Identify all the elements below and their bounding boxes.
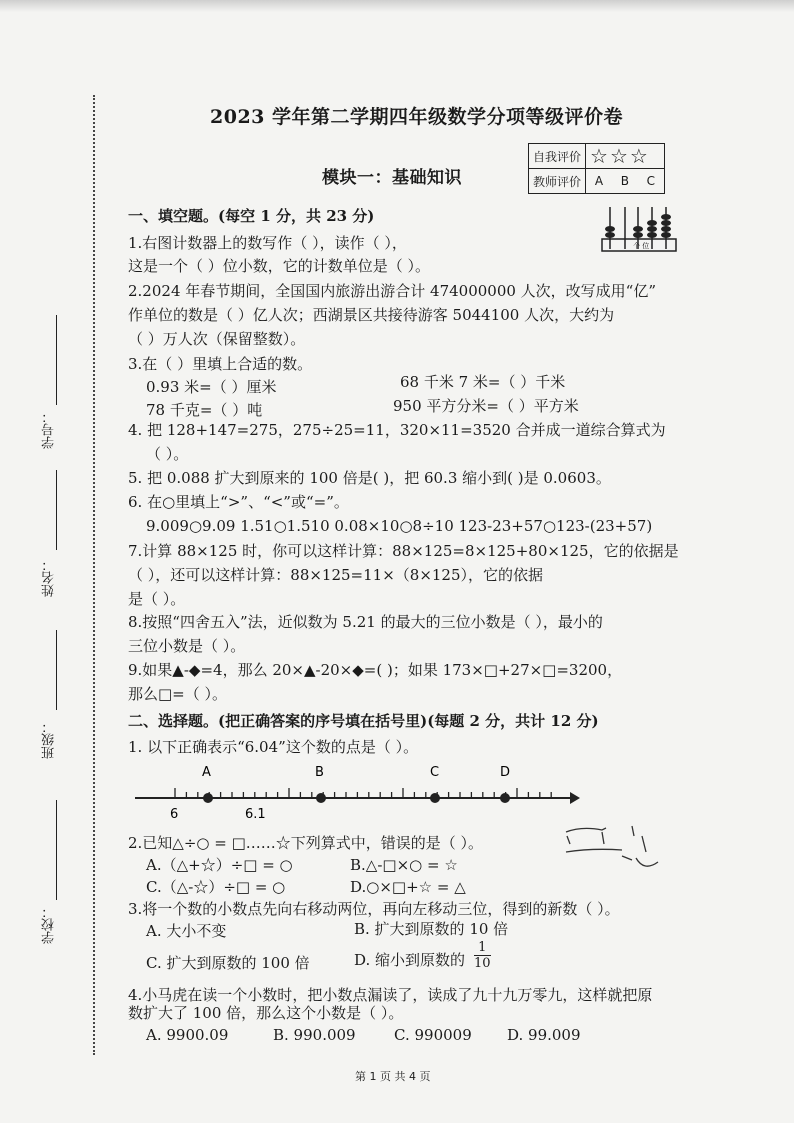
point-d [500, 793, 510, 803]
mc-q2-option-d: D.○×□+☆ = △ [350, 878, 466, 896]
q7-line1: 7.计算 88×125 时，你可以这样计算：88×125=8×125+80×125，它的依据是 [128, 542, 679, 560]
mc-q2-option-a: A.（△+☆）÷□ = ○ [146, 856, 293, 874]
q6-items: 9.009○9.09 1.51○1.510 0.08×10○8÷10 123-23+57○123-(23+57) [146, 517, 653, 535]
q3-header: 3.在（ ）里填上合适的数。 [128, 355, 313, 373]
label-b: B [315, 765, 324, 780]
mc-q3: 3.将一个数的小数点先向右移动两位，再向左移动三位，得到的新数（ ）。 [128, 900, 620, 918]
mc-q3-option-a: A. 大小不变 [146, 922, 227, 940]
teacher-eval-label: 教师评价 [529, 169, 586, 194]
tick-label-6: 6 [170, 807, 179, 820]
point-a [203, 793, 213, 803]
point-b [316, 793, 326, 803]
q7-line3: 是（ ）。 [128, 590, 186, 608]
q1-line2: 这是一个（ ）位小数，它的计数单位是（ ）。 [128, 257, 431, 275]
fraction-numerator: 1 [474, 940, 491, 956]
mc-q3-option-d: D. 缩小到原数的 [354, 951, 466, 969]
grade-a: A [586, 169, 612, 194]
mc-q3-option-b: B. 扩大到原数的 10 倍 [354, 920, 509, 938]
label-d: D [500, 765, 511, 780]
q4-line1: 4. 把 128+147=275，275÷25=11，320×11=3520 合并成一道综合算式为 [128, 421, 666, 439]
label-a: A [202, 765, 211, 780]
mc-q2: 2.已知△÷○ = □……☆下列算式中，错误的是（ ）。 [128, 834, 484, 852]
mc-q4-option-c: C. 990009 [394, 1026, 472, 1044]
school-line [56, 800, 57, 900]
page-footer: 第 1 页 共 4 页 [355, 1070, 431, 1083]
mc-q4-option-a: A. 9900.09 [146, 1026, 229, 1044]
q9-line2: 那么□=（ ）。 [128, 685, 228, 703]
section1-header: 一、填空题。(每空 1 分，共 23 分) [128, 207, 375, 225]
q3-item2: 68 千米 7 米=（ ）千米 [400, 373, 566, 391]
class-label: 班级： [42, 720, 57, 759]
name-label: 姓名： [42, 558, 57, 597]
fraction [474, 940, 491, 971]
mc-q2-option-b: B.△-□×○ = ☆ [350, 856, 458, 874]
q7-line2: （ ），还可以这样计算：88×125=11×（8×125），它的依据 [128, 566, 544, 584]
fraction-denominator: 10 [474, 956, 491, 971]
q2-line3: （ ）万人次（保留整数）。 [128, 330, 306, 348]
module-title: 模块一：基础知识 [322, 168, 462, 188]
binding-line [93, 95, 95, 1055]
number-line [130, 760, 580, 820]
mc-q1: 1. 以下正确表示“6.04”这个数的点是（ ）。 [128, 738, 419, 756]
student-no-label: 学号： [42, 410, 57, 449]
q2-line2: 作单位的数是（ ）亿人次；西湖景区共接待游客 5044100 人次，大约为 [128, 306, 615, 324]
scan-shadow [0, 0, 794, 12]
q1-line1: 1.右图计数器上的数写作（ ），读作（ ）， [128, 234, 407, 252]
q8-line2: 三位小数是（ ）。 [128, 637, 246, 655]
school-label: 学校： [42, 905, 57, 944]
page-title: 2023 学年第二学期四年级数学分项等级评价卷 [210, 106, 623, 128]
grade-b: B [612, 169, 638, 194]
q6-header: 6. 在○里填上“>”、“<”或“=”。 [128, 493, 349, 511]
name-line [56, 470, 57, 550]
q2-line1: 2.2024 年春节期间，全国国内旅游出游合计 474000000 人次，改写成用“亿” [128, 282, 657, 300]
mc-q4-line1: 4.小马虎在读一个小数时，把小数点漏读了，读成了九十九万零九，这样就把原 [128, 986, 653, 1004]
handwritten-scribble [562, 822, 672, 882]
grade-c: C [638, 169, 665, 194]
mc-q4-line2: 数扩大了 100 倍，那么这个小数是（ ）。 [128, 1004, 404, 1022]
q3-item4: 950 平方分米=（ ）平方米 [393, 397, 579, 415]
section2-header: 二、选择题。(把正确答案的序号填在括号里)(每题 2 分，共计 12 分) [128, 712, 599, 730]
self-eval-stars: ☆☆☆ [586, 144, 665, 169]
class-line [56, 630, 57, 710]
q3-item3: 78 千克=（ ）吨 [146, 401, 263, 419]
abacus-figure [600, 205, 680, 255]
point-c [430, 793, 440, 803]
mc-q4-option-d: D. 99.009 [507, 1026, 581, 1044]
mc-q2-option-c: C.（△-☆）÷□ = ○ [146, 878, 286, 896]
evaluation-table [528, 143, 665, 194]
mc-q4-option-b: B. 990.009 [273, 1026, 356, 1044]
q4-line2: （ ）。 [146, 445, 189, 463]
abacus-unit-label: 个 位 [633, 242, 650, 250]
q9-line1: 9.如果▲-◆=4，那么 20×▲-20×◆=( )；如果 173×□+27×□=3200， [128, 661, 623, 679]
q8-line1: 8.按照“四舍五入”法，近似数为 5.21 的最大的三位小数是（ ），最小的 [128, 613, 603, 631]
q3-item1: 0.93 米=（ ）厘米 [146, 378, 277, 396]
self-eval-label: 自我评价 [529, 144, 586, 169]
q5-line: 5. 把 0.088 扩大到原来的 100 倍是( )，把 60.3 缩小到( )是 0.0603。 [128, 469, 611, 487]
mc-q3-option-c: C. 扩大到原数的 100 倍 [146, 954, 310, 972]
student-no-line [56, 315, 57, 405]
label-c: C [430, 765, 440, 780]
tick-label-6-1: 6.1 [245, 807, 266, 820]
